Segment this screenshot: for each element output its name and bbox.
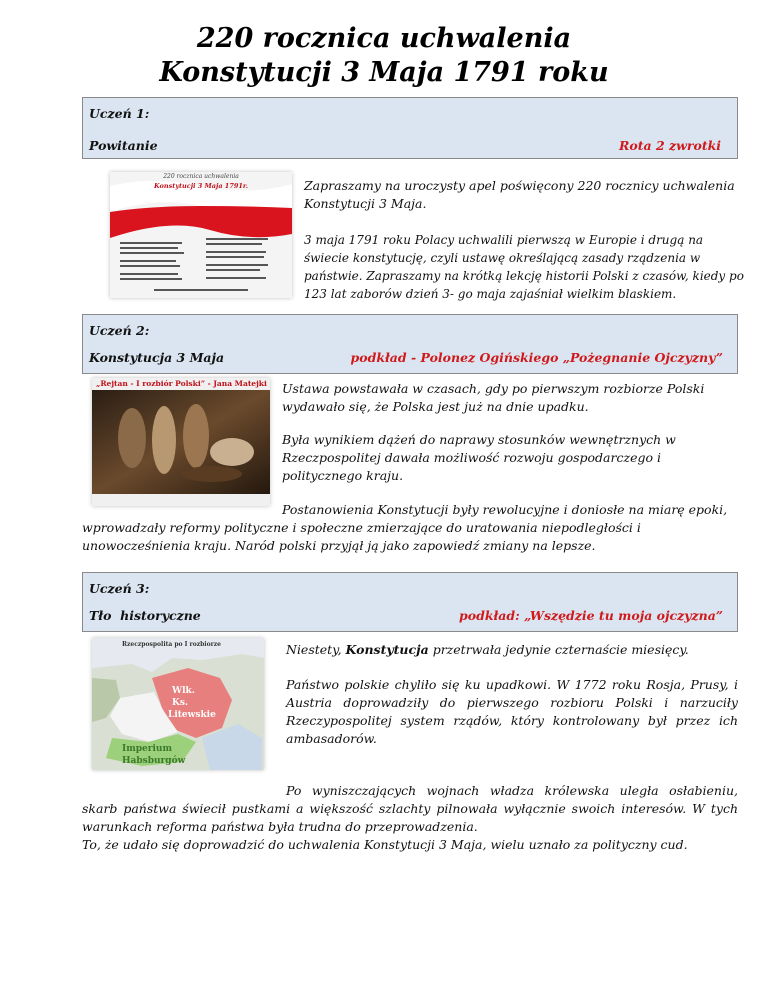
painting-thumbnail — [92, 378, 270, 506]
map-thumbnail — [92, 638, 264, 770]
paragraph: 3 maja 1791 roku Polacy uchwalili pierwszą w Europie i drugą na świecie konstytucję, czyli ustawę określającą zasady rządzenia w państwie. Zapraszamy na krótką lekcję historii Polski z czasów, kiedy po 123 lat zaborów dzień 3- go maja zajaśniał wielkim blaskiem. — [304, 233, 744, 301]
paragraph: Zapraszamy na uroczysty apel poświęcony 220 rocznicy uchwalenia Konstytucji 3 Maja. — [304, 178, 735, 211]
paragraph: Po wyniszczających wojnach władza królewska uległa osłabieniu, skarb państwa świecił pustkami a większość szlachty pilnowała wyłącznie swoich interesów. W tych warunkach reforma państwa była trudna do przeprowadzenia. — [82, 783, 738, 834]
poster-subtitle: Konstytucji 3 Maja 1791r. — [154, 182, 248, 190]
page-title — [0, 22, 768, 90]
poster-flag-graphic — [110, 172, 292, 298]
student-label: Uczeń 3: — [89, 581, 150, 596]
map-label: Wlk. — [172, 686, 195, 696]
map-label: Ks. — [172, 698, 189, 708]
topic-label: Tło historyczne — [89, 608, 201, 623]
painting-graphic — [92, 378, 270, 506]
text-run: przetrwała jedynie czternaście miesięcy. — [428, 642, 689, 657]
paragraph: To, że udało się doprowadzić do uchwalenia Konstytucji 3 Maja, wielu uznało za polityczny cud. — [82, 837, 688, 852]
map-caption: Rzeczpospolita po I rozbiorze — [122, 641, 221, 648]
map-label: Habsburgów — [122, 756, 186, 766]
poster-title: 220 rocznica uchwalenia — [163, 173, 239, 180]
section-2-header — [82, 314, 738, 374]
keyword-konstytucja: Konstytucja — [345, 642, 429, 657]
paragraph: Państwo polskie chyliło się ku upadkowi. W 1772 roku Rosja, Prusy, i Austria doprowadziły do pierwszego rozbioru Polski i narzuciły Rzeczypospolitej system rządów, który kontrolowany był przez ich ambasadorów. — [286, 677, 738, 746]
topic-label: Powitanie — [89, 138, 158, 153]
map-label: Imperium — [122, 744, 172, 754]
section-1-header — [82, 97, 738, 159]
text-run: Niestety, — [286, 642, 346, 657]
music-note: podkład: „Wszędzie tu moja ojczyzna” — [459, 608, 723, 623]
music-note: Rota 2 zwrotki — [619, 138, 721, 153]
student-label: Uczeń 2: — [89, 323, 150, 338]
title-line-1: 220 rocznica uchwalenia — [196, 23, 572, 54]
section-3-header — [82, 572, 738, 632]
paragraph — [286, 641, 738, 659]
student-label: Uczeń 1: — [89, 106, 150, 121]
paragraph: Postanowienia Konstytucji były rewolucyjne i doniosłe na miarę epoki, wprowadzały reformy polityczne i społeczne zmierzające do uratowania niepodległości i unowocześnienia kraju. Naród polski przyjął ją jako zapowiedź zmiany na lepsze. — [82, 502, 728, 553]
painting-caption: „Rejtan - I rozbiór Polski” - Jana Matejki — [96, 379, 267, 388]
music-note: podkład - Polonez Ogińskiego „Pożegnanie Ojczyzny” — [350, 350, 723, 365]
paragraph: Była wynikiem dążeń do naprawy stosunków wewnętrznych w Rzeczpospolitej dawała możliwość rozwoju gospodarczego i politycznego kraju. — [282, 432, 676, 483]
title-line-2: Konstytucji 3 Maja 1791 roku — [159, 57, 609, 88]
map-label: Litewskie — [168, 710, 216, 720]
poster-thumbnail — [110, 172, 292, 298]
paragraph: Ustawa powstawała w czasach, gdy po pierwszym rozbiorze Polski wydawało się, że Polska jest już na dnie upadku. — [282, 381, 705, 414]
topic-label: Konstytucja 3 Maja — [89, 350, 225, 365]
